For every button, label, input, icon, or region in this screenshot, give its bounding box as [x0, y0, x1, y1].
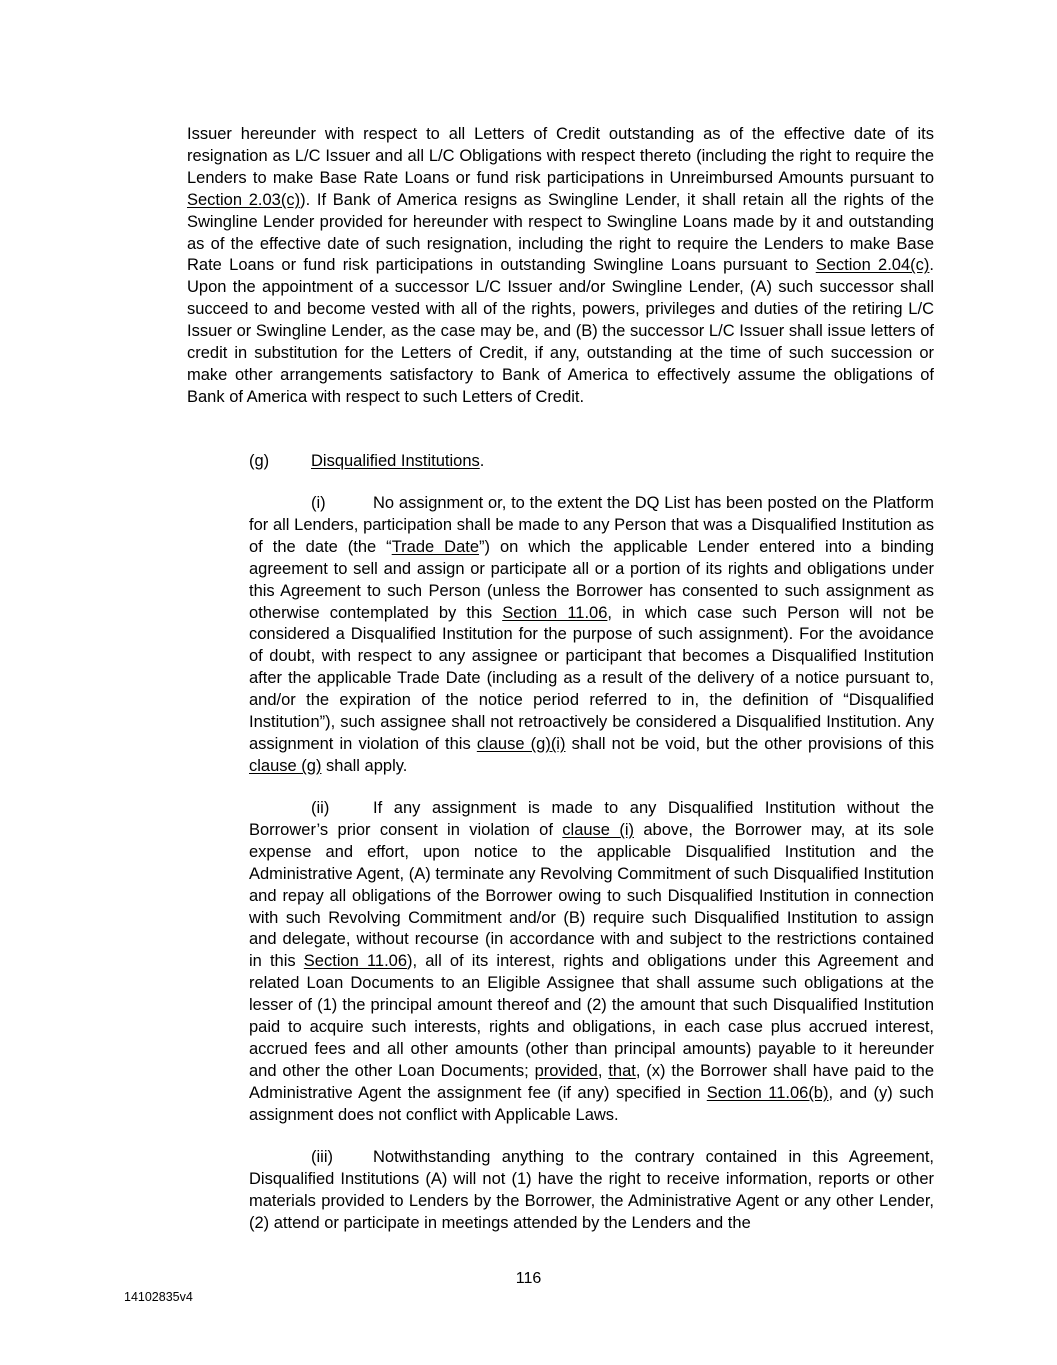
text-run: ), all of its interest, rights and obligations under this Agreement and related Loan Documents to an Eligible Assignee that shall assume such obligations at the lesser of (1) the principal amount thereof and (2) the amount that such Disqualified Institution paid to acquire such interests, rights and obligations, in each case plus accrued interest, accrued fees and all other amounts (other than principal amounts) payable to it hereunder and other the other Loan Documents; [249, 952, 935, 1080]
document-id: 14102835v4 [124, 1290, 193, 1304]
clause-reference: clause (g)(i) [476, 734, 566, 753]
text-run: ”) on which the applicable Lender entered into a binding agreement to sell and assign or participate all or a portion of its rights and obligations under this Agreement to such Person (unless the Borrower has consented to such assignment as otherwise contemplated by this [249, 537, 934, 622]
section-reference: Section 2.03(c) [187, 190, 301, 209]
text-run: , and (y) such assignment does not conflict with Applicable Laws. [249, 1083, 934, 1124]
page-number: 116 [515, 1270, 542, 1287]
section-reference: Section 11.06(b) [706, 1083, 829, 1102]
clause-number: (iii) [311, 1148, 333, 1166]
clause-heading: Disqualified Institutions [311, 452, 480, 470]
intro-paragraph [187, 124, 934, 409]
proviso-term: that [608, 1061, 636, 1080]
clause-number: (ii) [311, 799, 330, 817]
clause-ii-paragraph [249, 798, 934, 1127]
clause-iii-paragraph [249, 1147, 934, 1235]
section-reference: Section 11.06 [502, 603, 608, 622]
text-run: shall apply. [321, 756, 408, 775]
text-run: If any assignment is made to any Disqualified Institution without the Borrower’s prior consent in violation of [249, 799, 934, 839]
clause-i-paragraph [249, 493, 934, 778]
text-run: ). If Bank of America resigns as Swingline Lender, it shall retain all the rights of the Swingline Lender provided for hereunder with respect to Swingline Loans made by it and outstanding as of the effective date of such resignation, including the right to require the Lenders to make Base Rate Loans or fund risk participations in outstanding Swingline Loans pursuant to [187, 190, 934, 275]
section-g-heading [249, 451, 934, 473]
text-run: Issuer hereunder with respect to all Letters of Credit outstanding as of the effective date of its resignation as L/C Issuer and all L/C Obligations with respect thereto (including the right to require the Lenders to make Base Rate Loans or fund risk participations in Unreimbursed Amounts pursuant to [187, 125, 934, 187]
defined-term: Trade Date [391, 537, 480, 556]
text-run: , in which case such Person will not be considered a Disqualified Institution for the purpose of such assignment). For the avoidance of doubt, with respect to any assignee or participant that becomes a Disqualified Institution after the applicable Trade Date (including as a result of the delivery of a notice pursuant to, and/or the expiration of the notice period referred to in, the definition of “Disqualified Institution”), such assignee shall not retroactively be considered a Disqualified Institution. Any assignment in violation of this [249, 603, 934, 753]
text-run: No assignment or, to the extent the DQ List has been posted on the Platform for all Lenders, participation shall be made to any Person that was a Disqualified Institution as of the date (the “ [249, 494, 934, 556]
text-run: . Upon the appointment of a successor L/C Issuer and/or Swingline Lender, (A) such successor shall succeed to and become vested with all of the rights, powers, privileges and duties of the retiring L/C Issuer or Swingline Lender, as the case may be, and (B) the successor L/C Issuer shall issue letters of credit in substitution for the Letters of Credit, if any, outstanding at the time of such succession or make other arrangements satisfactory to Bank of America to effectively assume the obligations of Bank of America with respect to such Letters of Credit. [187, 256, 934, 406]
clause-reference: clause (g) [249, 756, 322, 775]
text-run: Notwithstanding anything to the contrary contained in this Agreement, Disqualified Institutions (A) will not (1) have the right to receive information, reports or other materials provided to Lenders by the Borrower, the Administrative Agent or any other Lender, (2) attend or participate in meetings attended by the Lenders and the [249, 1148, 934, 1232]
text-run: above, the Borrower may, at its sole expense and effort, upon notice to the applicable Disqualified Institution and the Administrative Agent, (A) terminate any Revolving Commitment of such Disqualified Institution and repay all obligations of the Borrower owing to such Disqualified Institution in connection with such Revolving Commitment and/or (B) require such Disqualified Institution to assign and delegate, without recourse (in accordance with and subject to the restrictions contained in this [249, 820, 935, 971]
proviso-term: provided [534, 1061, 598, 1080]
section-reference: Section 11.06 [303, 952, 408, 971]
section-reference: Section 2.04(c) [815, 256, 930, 275]
clause-number: (g) [249, 452, 270, 470]
clause-number: (i) [311, 494, 326, 512]
text-run: . [479, 452, 485, 470]
text-run: , [597, 1061, 609, 1080]
text-run: , (x) the Borrower shall have paid to the Administrative Agent the assignment fee (if any) specified in [249, 1061, 934, 1102]
clause-reference: clause (i) [562, 820, 634, 839]
text-run: shall not be void, but the other provisions of this [565, 734, 934, 753]
